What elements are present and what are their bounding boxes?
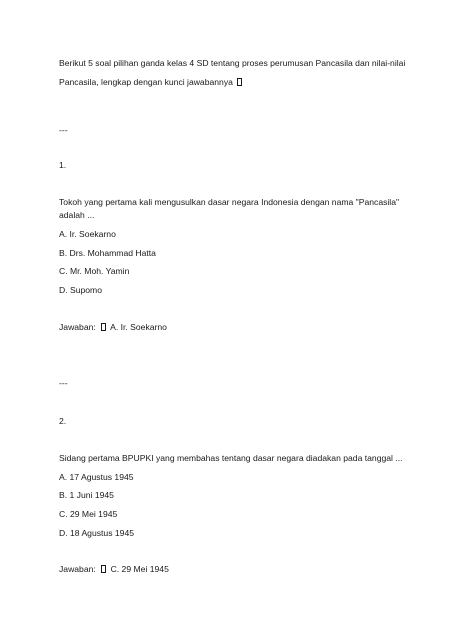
question-text-line-1: Tokoh yang pertama kali mengusulkan dasar negara Indonesia dengan nama "Pancasila" xyxy=(59,197,400,207)
intro-text-1: Berikut 5 soal pilihan ganda kelas 4 SD tentang proses perumusan Pancasila dan nilai-nilai xyxy=(59,58,406,68)
option-c: C. Mr. Moh. Yamin xyxy=(59,266,130,276)
separator: --- xyxy=(59,125,68,135)
option-a: A. Ir. Soekarno xyxy=(59,229,116,239)
option-c: C. 29 Mei 1945 xyxy=(59,509,118,519)
question-number: 2. xyxy=(59,416,67,426)
emoji-placeholder-icon xyxy=(237,78,242,86)
option-b: B. Drs. Mohammad Hatta xyxy=(59,248,156,258)
answer-label: Jawaban: xyxy=(59,322,96,332)
answer-value: C. 29 Mei 1945 xyxy=(110,564,169,574)
option-d: D. Supomo xyxy=(59,285,102,295)
answer-value: A. Ir. Soekarno xyxy=(110,322,167,332)
checkmark-placeholder-icon xyxy=(101,323,106,331)
answer-label: Jawaban: xyxy=(59,564,96,574)
option-d: D. 18 Agustus 1945 xyxy=(59,528,135,538)
question-text-line-1: Sidang pertama BPUPKI yang membahas tentang dasar negara diadakan pada tanggal ... xyxy=(59,453,403,463)
answer-line xyxy=(59,564,169,575)
option-a: A. 17 Agustus 1945 xyxy=(59,472,134,482)
intro-text-2: Pancasila, lengkap dengan kunci jawabannya xyxy=(59,77,233,87)
question-number: 1. xyxy=(59,160,67,170)
answer-line xyxy=(59,322,167,333)
option-b: B. 1 Juni 1945 xyxy=(59,490,114,500)
checkmark-placeholder-icon xyxy=(101,565,106,573)
intro-line-1 xyxy=(59,58,405,69)
separator: --- xyxy=(59,378,68,388)
intro-line-2 xyxy=(59,77,244,88)
question-text-line-2: adalah ... xyxy=(59,210,95,220)
